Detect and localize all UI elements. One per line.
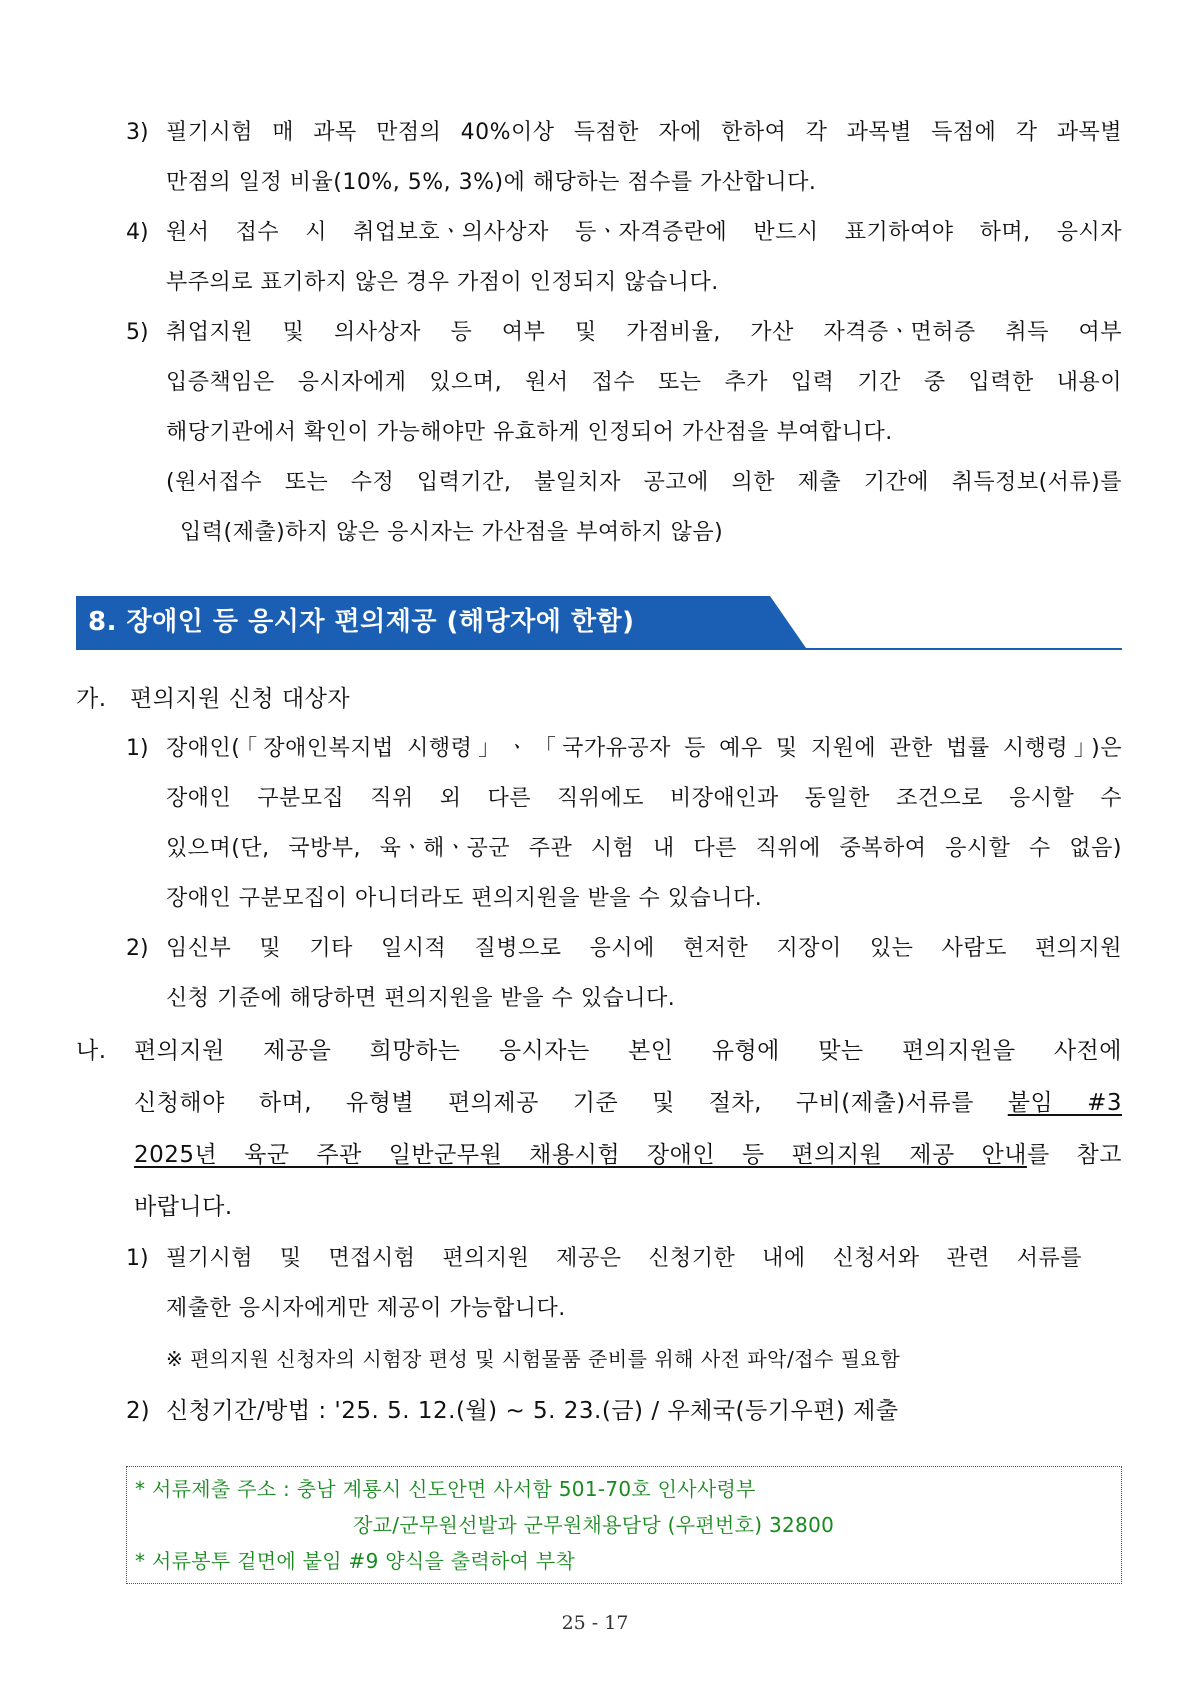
paragraph-line: [134, 1140, 1122, 1170]
subsection-title: 편의지원 신청 대상자: [130, 686, 351, 712]
paragraph-line: 원서 접수 시 취업보호ㆍ의사상자 등ㆍ자격증란에 반드시 표기하여야 하며, 응시자: [166, 220, 1122, 245]
paragraph-line: 장애인 구분모집이 아니더라도 편의지원을 받을 수 있습니다.: [166, 886, 763, 911]
paragraph-line: 해당기관에서 확인이 가능해야만 유효하게 인정되어 가산점을 부여합니다.: [166, 420, 893, 445]
submission-info-box: [126, 1466, 1122, 1584]
paragraph-line: 신청기간/방법 : '25. 5. 12.(월) ~ 5. 23.(금) / 우체국(등기우편) 제출: [166, 1398, 899, 1424]
item-number: 5): [126, 320, 149, 345]
paragraph-line: 필기시험 및 면접시험 편의지원 제공은 신청기한 내에 신청서와 관련 서류를: [166, 1246, 1082, 1271]
paragraph-line: 필기시험 매 과목 만점의 40%이상 득점한 자에 한하여 각 과목별 득점에 각 과목별: [166, 120, 1122, 145]
text-span: 를 참고: [1026, 1142, 1122, 1168]
paragraph-line: 있으며(단, 국방부, 육ㆍ해ㆍ공군 주관 시험 내 다른 직위에 중복하여 응시할 수 없음): [166, 836, 1122, 861]
section-title: 8. 장애인 등 응시자 편의제공 (해당자에 한함): [88, 607, 635, 637]
paragraph-line: 취업지원 및 의사상자 등 여부 및 가점비율, 가산 자격증ㆍ면허증 취득 여부: [166, 320, 1122, 345]
page-number: 25 - 17: [561, 1612, 629, 1634]
paragraph-line: 부주의로 표기하지 않은 경우 가점이 인정되지 않습니다.: [166, 270, 719, 295]
subsection-label: 나.: [76, 1038, 107, 1064]
item-number: 4): [126, 220, 149, 245]
item-number: 1): [126, 736, 149, 761]
paragraph-line: 장애인 구분모집 직위 외 다른 직위에도 비장애인과 동일한 조건으로 응시할 수: [166, 786, 1122, 811]
note-line: ※ 편의지원 신청자의 시험장 편성 및 시험물품 준비를 위해 사전 파악/접수 필요함: [166, 1347, 901, 1371]
paragraph-line: 바랍니다.: [134, 1194, 233, 1220]
paragraph-line: 임신부 및 기타 일시적 질병으로 응시에 현저한 지장이 있는 사람도 편의지원: [166, 936, 1122, 961]
item-number: 1): [126, 1246, 149, 1271]
paragraph-line: 제출한 응시자에게만 제공이 가능합니다.: [166, 1296, 566, 1321]
paragraph-line: 만점의 일정 비율(10%, 5%, 3%)에 해당하는 점수를 가산합니다.: [166, 170, 817, 195]
section-header: [76, 596, 1122, 652]
paragraph-line: 장애인(「장애인복지법 시행령」ㆍ「국가유공자 등 예우 및 지원에 관한 법률 시행령」)은: [166, 736, 1122, 761]
paragraph-line: 편의지원 제공을 희망하는 응시자는 본인 유형에 맞는 편의지원을 사전에: [134, 1038, 1122, 1064]
paragraph-line: [134, 1088, 1122, 1118]
subsection-label: 가.: [76, 686, 107, 712]
item-number: 3): [126, 120, 149, 145]
text-span: 신청해야 하며, 유형별 편의제공 기준 및 절차, 구비(제출)서류를: [134, 1090, 1008, 1116]
attachment-reference: 붙임 #3: [1007, 1090, 1122, 1116]
box-line: * 서류봉투 겉면에 붙임 #9 양식을 출력하여 부착: [135, 1549, 576, 1573]
attachment-reference: 2025년 육군 주관 일반군무원 채용시험 장애인 등 편의지원 제공 안내: [134, 1142, 1027, 1168]
note-line: 입력(제출)하지 않은 응시자는 가산점을 부여하지 않음): [180, 520, 724, 545]
paragraph-line: 신청 기준에 해당하면 편의지원을 받을 수 있습니다.: [166, 986, 676, 1011]
note-line: (원서접수 또는 수정 입력기간, 불일치자 공고에 의한 제출 기간에 취득정보(서류)를: [166, 470, 1122, 495]
paragraph-line: 입증책임은 응시자에게 있으며, 원서 접수 또는 추가 입력 기간 중 입력한 내용이: [166, 370, 1122, 395]
box-line: * 서류제출 주소 : 충남 계룡시 신도안면 사서함 501-70호 인사사령부: [135, 1477, 756, 1501]
box-line: 장교/군무원선발과 군무원채용담당 (우편번호) 32800: [353, 1513, 835, 1537]
item-number: 2): [126, 1398, 150, 1424]
item-number: 2): [126, 936, 149, 961]
